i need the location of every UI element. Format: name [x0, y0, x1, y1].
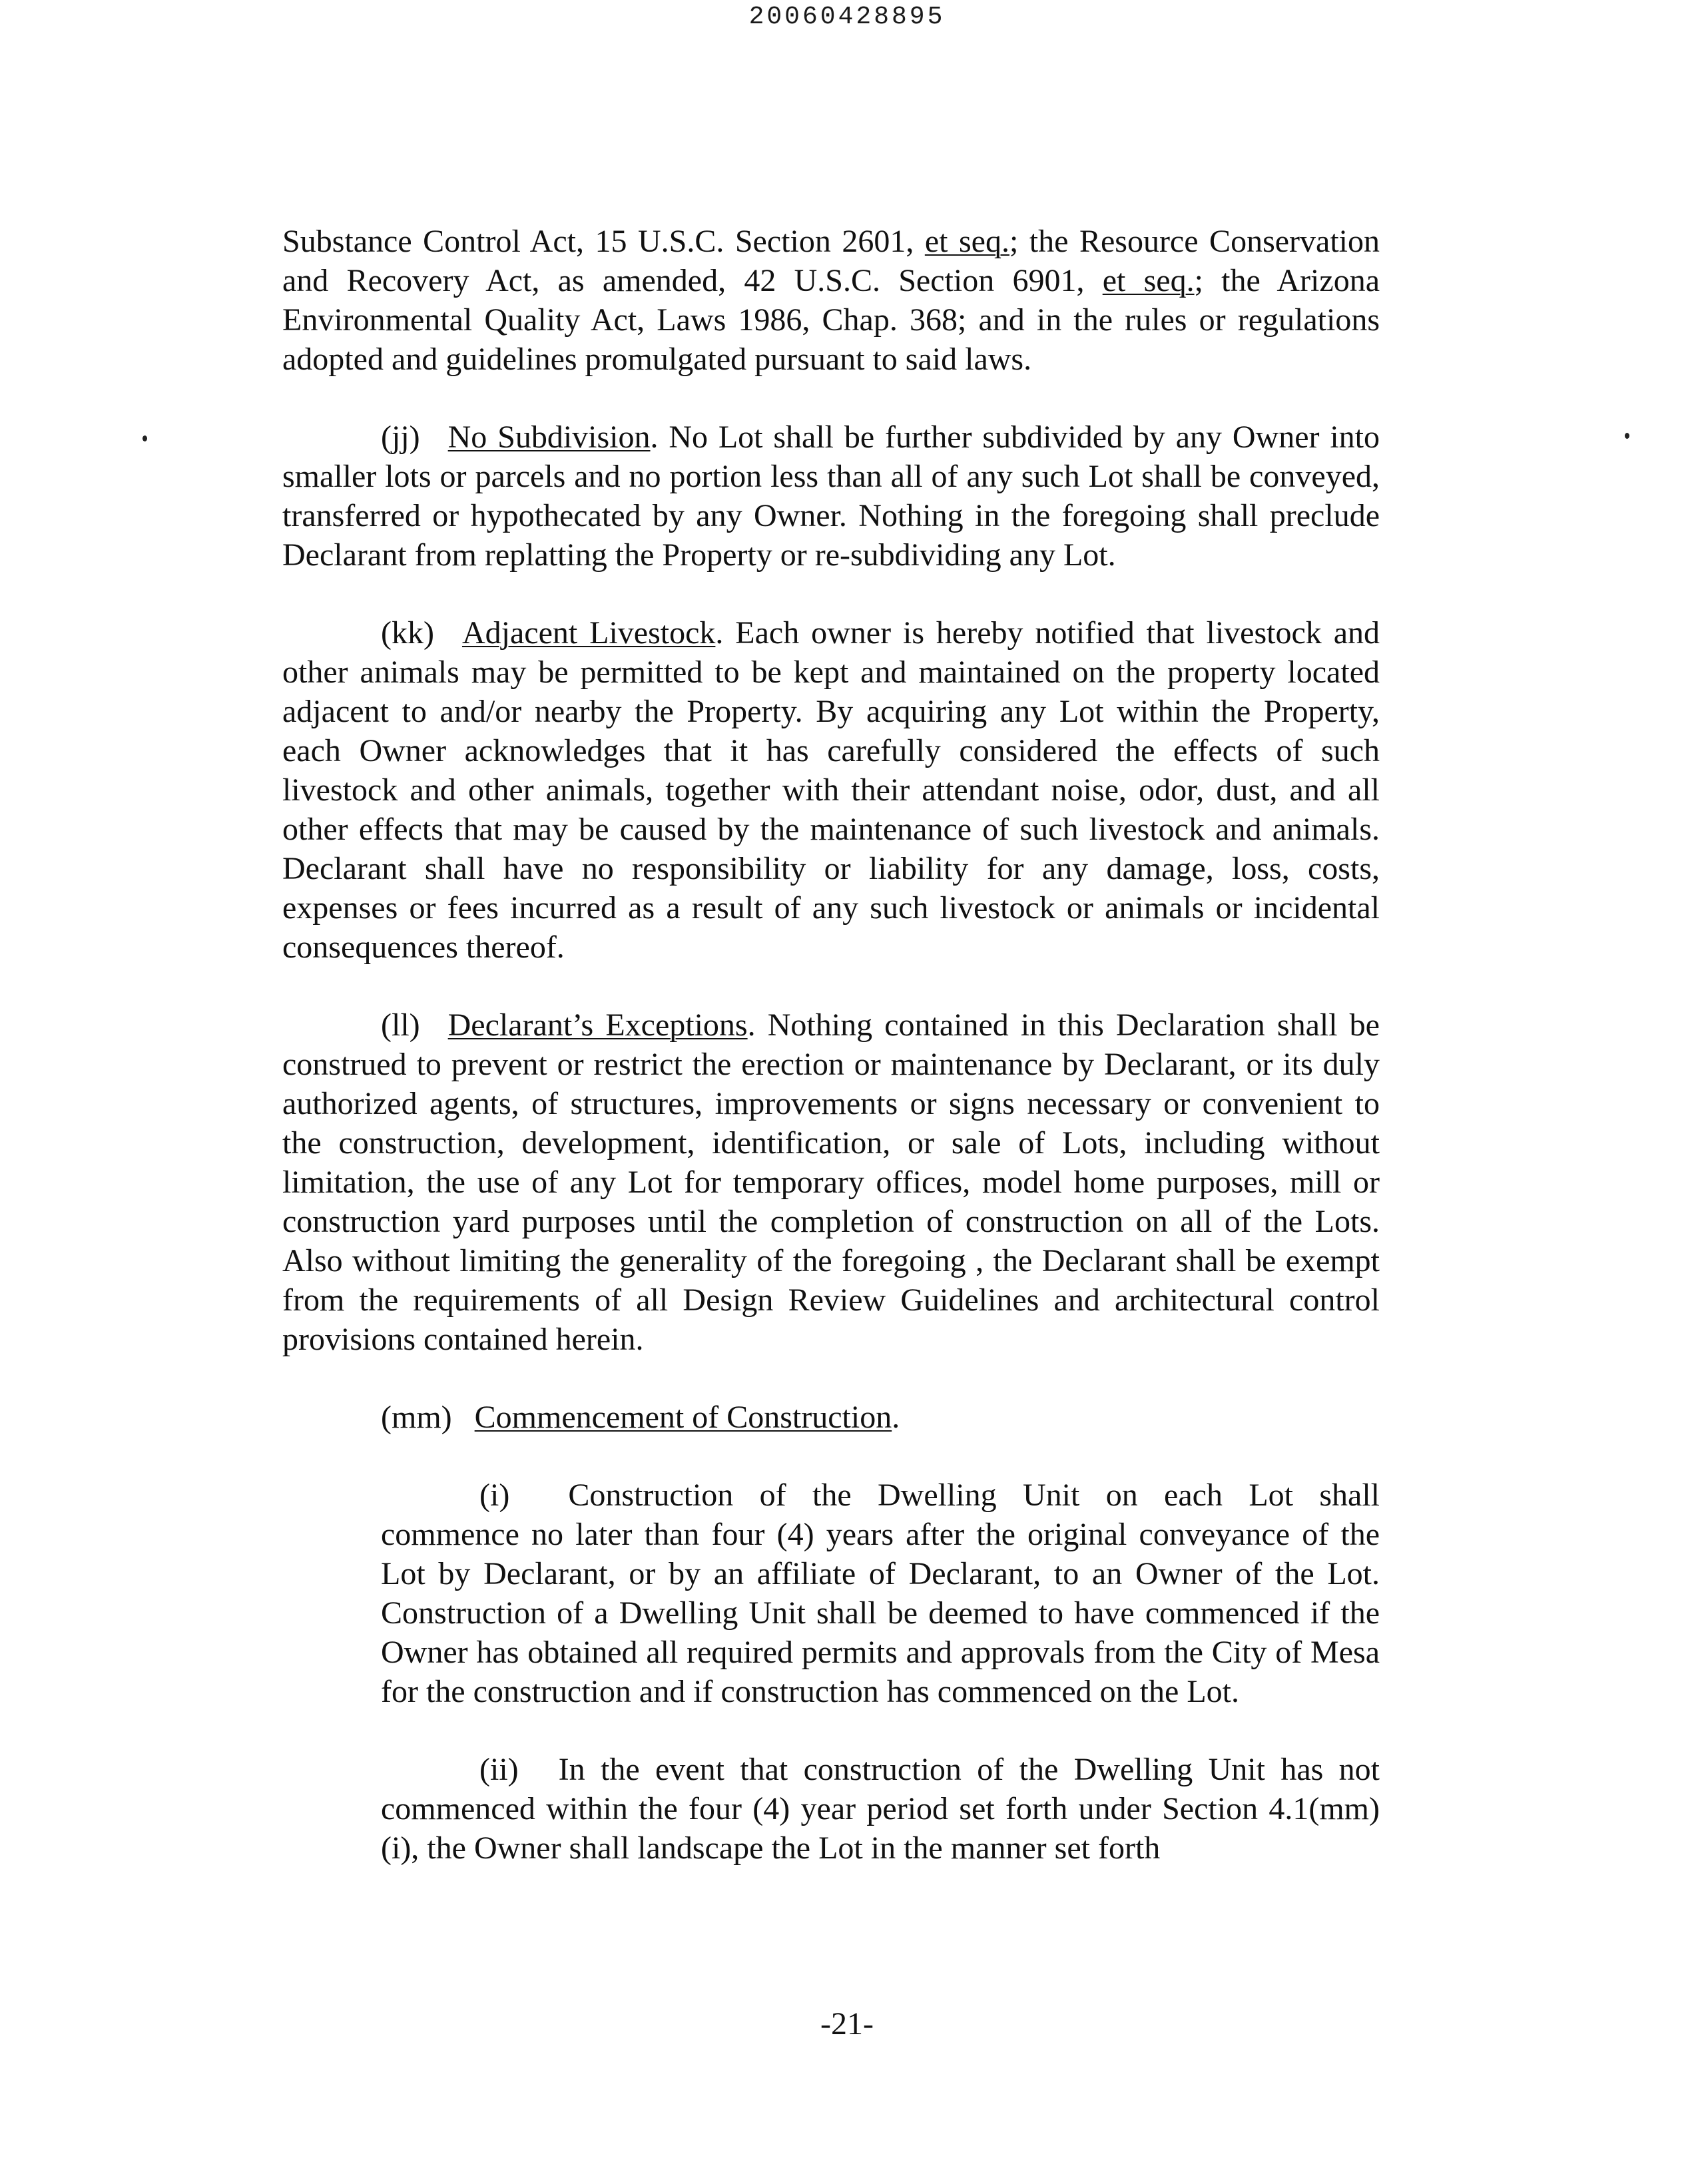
section-title: Commencement of Construction — [474, 1400, 892, 1435]
section-kk — [282, 613, 1380, 967]
subsection-body: Construction of the Dwelling Unit on each Lot shall commence no later than four (4) years after the original conveyance of the Lot by Declarant, or by an affiliate of Declarant, to an Owner of the Lot. Construction of a Dwelling Unit shall be deemed to have commenced if the Owner has obtained all required permits and approvals from the City of Mesa for the construction and if construction has commenced on the Lot. — [381, 1478, 1380, 1709]
scan-mark-right — [1625, 433, 1629, 439]
section-title: Adjacent Livestock — [461, 615, 716, 651]
section-jj — [282, 417, 1380, 575]
section-label: (kk) — [381, 615, 434, 651]
document-number: 20060428895 — [748, 3, 946, 31]
scan-mark-left — [142, 435, 147, 441]
et-seq-reference: et seq. — [924, 224, 1009, 259]
section-body: . No Lot shall be further subdivided by any Owner into smaller lots or parcels and no portion less than all of any such Lot shall be conveyed, transferred or hypothecated by any Owner. Nothing in the foregoing shall preclude Declarant from replatting the Property or re-subdividing any Lot. — [282, 419, 1380, 573]
section-label: (mm) — [381, 1400, 452, 1435]
section-mm: (mm) Commencement of Construction. — [381, 1398, 1380, 1437]
section-title: No Subdivision — [447, 419, 651, 455]
subsection-mm-i — [381, 1476, 1380, 1711]
et-seq-reference: et seq. — [1102, 263, 1195, 298]
section-title: Declarant’s Exceptions — [447, 1007, 748, 1043]
subsection-body: In the event that construction of the Dwelling Unit has not commenced within the four (4) year period set forth under Section 4.1(mm)(i), the Owner shall landscape the Lot in the manner set forth — [381, 1752, 1380, 1866]
document-body — [282, 222, 1380, 1906]
section-body: . Nothing contained in this Declaration shall be construed to prevent or restrict the erection or maintenance by Declarant, or its duly authorized agents, of structures, improvements or signs necessary or convenient to the construction, development, identification, or sale of Lots, including without limitation, the use of any Lot for temporary offices, model home purposes, mill or construction yard purposes until the completion of construction on all of the Lots. Also without limiting the generality of the foregoing , the Declarant shall be exempt from the requirements of all Design Review Guidelines and architectural control provisions contained herein. — [282, 1007, 1380, 1357]
subsection-label: (ii) — [479, 1752, 519, 1787]
subsection-mm-ii — [381, 1750, 1380, 1868]
section-ll — [282, 1005, 1380, 1359]
section-label: (jj) — [381, 419, 420, 455]
page-number: -21- — [820, 2006, 874, 2042]
subsection-label: (i) — [479, 1478, 510, 1513]
intro-paragraph: Substance Control Act, 15 U.S.C. Section 2601, et seq.; the Resource Conservation and Recovery Act, as amended, 42 U.S.C. Section 6901, et seq.; the Arizona Environmental Quality Act, Laws 1986, Chap. 368; and in the rules or regulations adopted and guidelines promulgated pursuant to said laws. — [282, 224, 1380, 377]
section-mm-subsections — [381, 1476, 1380, 1868]
section-label: (ll) — [381, 1007, 420, 1043]
section-body: . Each owner is hereby notified that livestock and other animals may be permitted to be kept and maintained on the property located adjacent to and/or nearby the Property. By acquiring any Lot within the Property, each Owner acknowledges that it has carefully considered the effects of such livestock and other animals, together with their attendant noise, odor, dust, and all other effects that may be caused by the maintenance of such livestock and animals. Declarant shall have no responsibility or liability for any damage, loss, costs, expenses or fees incurred as a result of any such livestock or animals or incidental consequences thereof. — [282, 615, 1380, 965]
